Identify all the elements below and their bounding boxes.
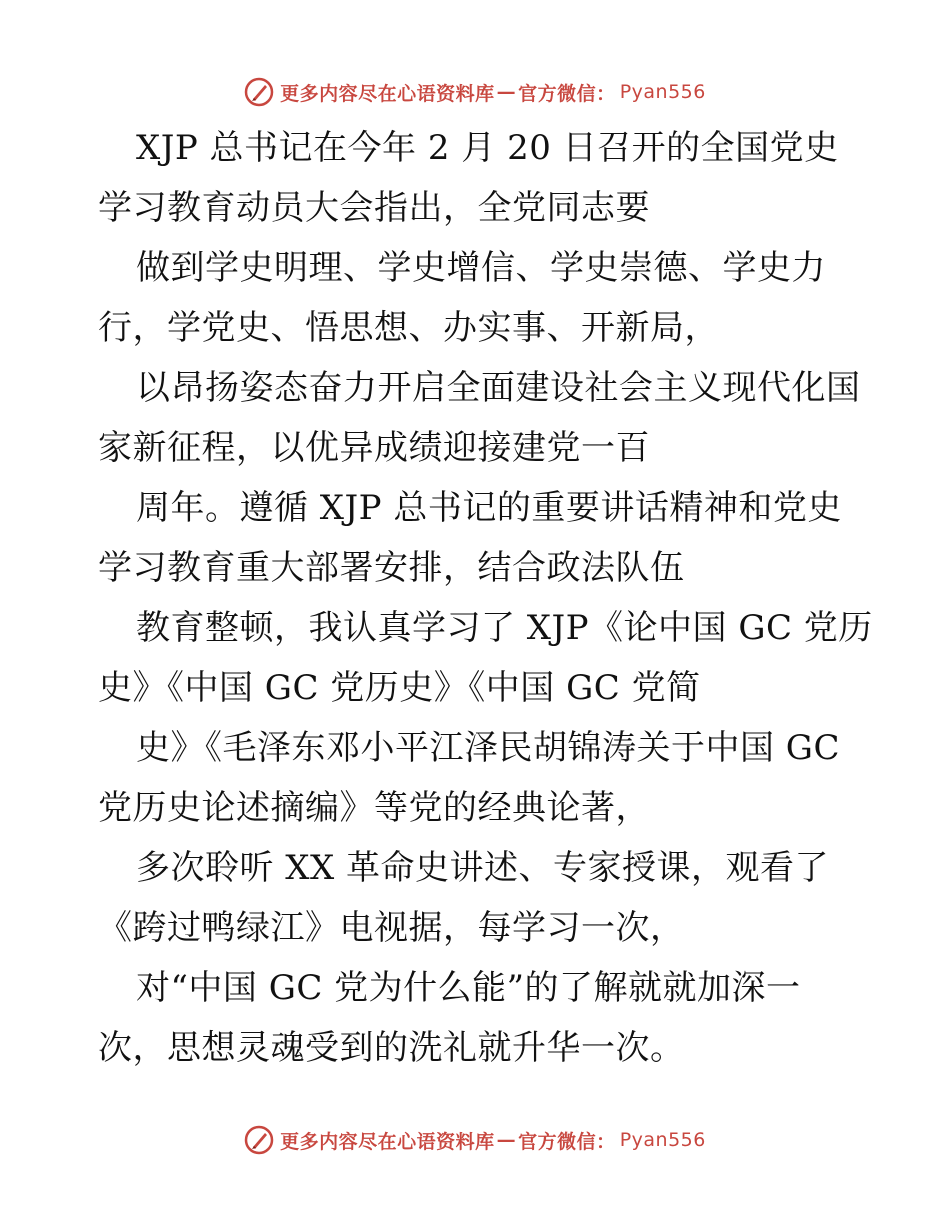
body-line: 学习教育动员大会指出，全党同志要 <box>98 188 650 228</box>
body-line: 做到学史明理、学史增信、学史崇德、学史力 <box>136 248 826 288</box>
body-line: 行，学党史、悟思想、办实事、开新局， <box>98 308 719 348</box>
body-line: 多次聆听 XX 革命史讲述、专家授课，观看了 <box>136 848 830 888</box>
document-body <box>98 118 873 1078</box>
footer-watermark <box>0 1120 950 1160</box>
watermark-colon: ： <box>596 1130 616 1153</box>
body-line: 党历史论述摘编》等党的经典论著， <box>98 788 650 828</box>
header-watermark <box>0 72 950 112</box>
watermark-official-label: 官方微信 <box>518 1130 597 1153</box>
body-line: 以昂扬姿态奋力开启全面建设社会主义现代化国 <box>136 368 861 408</box>
body-line: 《跨过鸭绿江》电视据，每学习一次， <box>98 908 685 948</box>
watermark-wechat-id: Pyan556 <box>619 1129 706 1151</box>
watermark-dash: — <box>496 81 517 103</box>
body-line: 对“中国 GC 党为什么能”的了解就就加深一 <box>136 968 801 1008</box>
body-line: XJP 总书记在今年 2 月 20 日召开的全国党史 <box>136 128 839 168</box>
body-line: 史》《毛泽东邓小平江泽民胡锦涛关于中国 GC <box>136 728 840 768</box>
body-line: 史》《中国 GC 党历史》《中国 GC 党简 <box>98 668 701 708</box>
watermark-colon: ： <box>596 82 616 105</box>
quill-logo-icon <box>244 77 274 107</box>
body-line: 教育整顿，我认真学习了 XJP《论中国 GC 党历 <box>136 608 873 648</box>
body-line: 家新征程，以优异成绩迎接建党一百 <box>98 428 650 468</box>
watermark-dash: — <box>496 1129 517 1151</box>
watermark-brand: 更多内容尽在心语资料库 <box>280 82 495 105</box>
body-line: 次，思想灵魂受到的洗礼就升华一次。 <box>98 1028 685 1068</box>
body-line: 周年。遵循 XJP 总书记的重要讲话精神和党史 <box>136 488 842 528</box>
watermark-official-label: 官方微信 <box>518 82 597 105</box>
quill-logo-icon <box>244 1125 274 1155</box>
body-line: 学习教育重大部署安排，结合政法队伍 <box>98 548 685 588</box>
watermark-wechat-id: Pyan556 <box>619 81 706 103</box>
watermark-brand: 更多内容尽在心语资料库 <box>280 1130 495 1153</box>
